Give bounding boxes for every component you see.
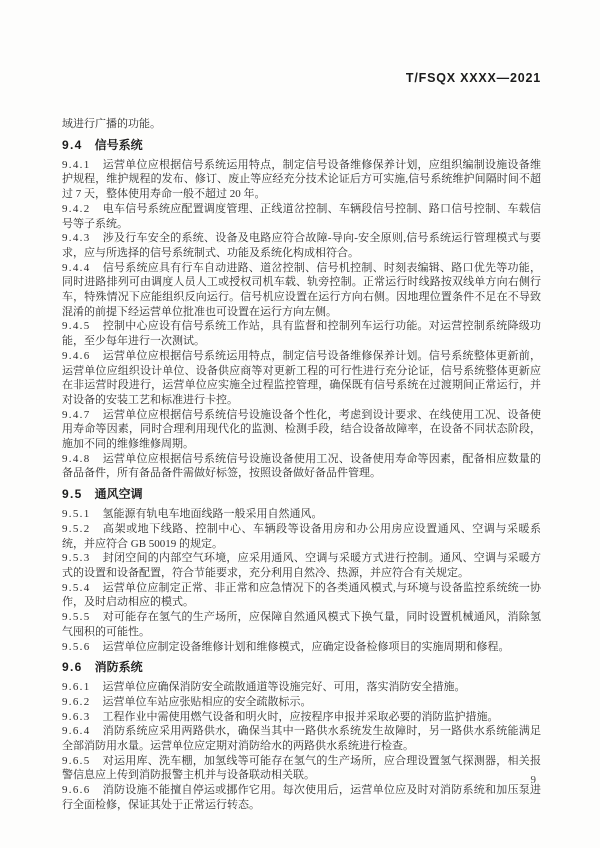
section-title: 消防系统 xyxy=(94,660,143,675)
clause-text: 运营单位应确保消防安全疏散通道等设施完好、可用，落实消防安全措施。 xyxy=(102,681,466,694)
clause-number: 9.6.6 xyxy=(62,784,91,797)
clause-number: 9.5.2 xyxy=(62,522,91,535)
section-heading xyxy=(62,487,541,502)
clause-number: 9.6.4 xyxy=(62,725,91,738)
clause-number: 9.5.4 xyxy=(62,581,91,594)
clause-text: 运营单位应制定设备维修计划和维修模式，应确定设备检修项目的实施周期和修程。 xyxy=(102,640,510,653)
clause-number: 9.6.5 xyxy=(62,754,91,767)
clause-number: 9.5.5 xyxy=(62,611,91,624)
clause-number: 9.4.6 xyxy=(62,349,91,362)
clause xyxy=(62,319,541,348)
clause-text: 运营单位应根据信号系统运用特点，制定信号设备维修保养计划。信号系统整体更新前，运营单位应组织设计单位、设备供应商等对更新工程的可行性进行充分论证，信号系统整体更新应在非运营时段进行，运营单位应实施全过程监控管理，确保既有信号系统在过渡期间正常运行，并对设备的安装工艺和标准进行卡控。 xyxy=(62,349,541,406)
clause-number: 9.5.1 xyxy=(62,508,91,521)
page-number: 9 xyxy=(530,774,536,786)
clause xyxy=(62,507,541,522)
clause-text: 高架或地下线路、控制中心、车辆段等设备用房和办公用房应设置通风、空调与采暖系统，并应符合 GB 50019 的规定。 xyxy=(62,522,541,550)
clause-text: 运营单位车站应张贴相应的安全疏散标示。 xyxy=(102,695,312,708)
section-number: 9.6 xyxy=(62,660,83,675)
clause xyxy=(62,202,541,231)
clause xyxy=(62,261,541,320)
clause-text: 消防系统应采用两路供水，确保当其中一路供水系统发生故障时，另一路供水系统能满足全部消防用水量。运营单位应定期对消防给水的两路供水系统进行检查。 xyxy=(62,725,541,753)
section-title: 通风空调 xyxy=(94,487,143,502)
clause xyxy=(62,522,541,551)
clause-text: 运营单位应根据信号系统信号设施设备个性化，考虑到设计要求、在线使用工况、设备使用寿命等因素，同时合理利用现代化的监测、检测手段，结合设备故障率，在设备不同状态阶段，施加不同的维修维修周期。 xyxy=(62,408,541,451)
clause xyxy=(62,158,541,202)
clause xyxy=(62,724,541,753)
clause-list xyxy=(62,158,541,481)
clause-number: 9.4.1 xyxy=(62,158,91,171)
clause-text: 运营单位应根据信号系统运用特点，制定信号设备维修保养计划，应组织编制设施设备维护规程，维护规程的发布、修订、废止等应经充分技术论证后方可实施,信号系统维护间隔时间不超过 7 天，整体使用寿命一般不超过 20 年。 xyxy=(62,158,541,201)
document-body xyxy=(62,117,541,813)
clause-list xyxy=(62,507,541,654)
clause-number: 9.4.3 xyxy=(62,232,91,245)
standard-number: T/FSQX XXXX—2021 xyxy=(405,71,541,85)
document-section xyxy=(62,660,541,812)
clause xyxy=(62,783,541,812)
clause-list xyxy=(62,680,541,812)
section-number: 9.4 xyxy=(62,137,83,152)
clause-number: 9.6.2 xyxy=(62,695,91,708)
clause-text: 消防设施不能擅自停运或挪作它用。每次使用后，运营单位应及时对消防系统和加压泵进行全面检修，保证其处于正常运行转态。 xyxy=(62,784,541,811)
clause xyxy=(62,581,541,610)
clause-text: 氢能源有轨电车地面线路一般采用自然通风。 xyxy=(102,508,323,521)
paragraph-continuation: 域进行广播的功能。 xyxy=(62,118,161,130)
clause-text: 控制中心应设有信号系统工作站，具有监督和控制列车运行功能。对运营控制系统降级功能，至少每年进行一次测试。 xyxy=(62,320,541,348)
section-heading xyxy=(62,138,541,153)
clause xyxy=(62,695,541,710)
clause-number: 9.6.1 xyxy=(62,681,91,694)
clause-number: 9.4.4 xyxy=(62,261,91,274)
clause xyxy=(62,408,541,452)
clause xyxy=(62,610,541,639)
clause-text: 封闭空间的内部空气环境，应采用通风、空调与采暖方式进行控制。通风、空调与采暖方式的设置和设备配置，符合节能要求，充分利用自然冷、热源，并应符合有关规定。 xyxy=(62,552,541,579)
clause-text: 信号系统应具有行车自动进路、道岔控制、信号机控制、时刻表编辑、路口优先等功能，同时进路排列可由调度人员人工或授权司机车载、轨旁控制。正常运行时线路按双线单方向右侧行车，特殊情况下应能组织反向运行。信号机应设置在运行方向右侧。因地理位置条件不足在不导致混淆的前提下经运营单位批准也可设置在运行方向左侧。 xyxy=(62,261,541,318)
clause xyxy=(62,231,541,260)
document-section xyxy=(62,487,541,654)
clause xyxy=(62,754,541,783)
section-heading xyxy=(62,660,541,675)
section-number: 9.5 xyxy=(62,487,83,502)
document-section xyxy=(62,138,541,481)
clause-number: 9.4.2 xyxy=(62,202,91,215)
clause-number: 9.4.7 xyxy=(62,408,91,421)
clause-number: 9.4.5 xyxy=(62,320,91,333)
clause xyxy=(62,710,541,725)
clause xyxy=(62,349,541,408)
clause xyxy=(62,680,541,695)
clause-text: 电车信号系统应配置调度管理、正线道岔控制、车辆段信号控制、路口信号控制、车载信号等子系统。 xyxy=(62,202,541,230)
section-title: 信号系统 xyxy=(94,137,143,152)
clause-text: 运营单位应根据信号系统信号设施设备使用工况、设备使用寿命等因素，配备相应数量的备品备件，所有备品备件需做好标签，按照设备做好备品件管理。 xyxy=(62,452,541,480)
clause-text: 涉及行车安全的系统、设备及电路应符合故障-导向-安全原则,信号系统运行管理模式与要求，应与所选择的信号系统制式、功能及系统化构成相符合。 xyxy=(62,232,541,259)
clause-text: 对可能存在氢气的生产场所，应保障自然通风模式下换气量，同时设置机械通风，消除氢气囤积的可能性。 xyxy=(62,611,541,638)
clause-text: 运营单位应制定正常、非正常和应急情况下的各类通风模式,与环境与设备监控系统统一协作，及时启动相应的模式。 xyxy=(62,581,541,609)
clause-text: 工程作业中需使用燃气设备和明火时，应按程序申报并采取必要的消防监护措施。 xyxy=(102,710,499,723)
clause-number: 9.5.6 xyxy=(62,640,91,653)
clause-number: 9.4.8 xyxy=(62,452,91,465)
clause-number: 9.5.3 xyxy=(62,552,91,565)
clause-number: 9.6.3 xyxy=(62,710,91,723)
sections-container xyxy=(62,138,541,813)
clause xyxy=(62,551,541,580)
clause xyxy=(62,452,541,481)
clause-text: 对运用库、洗车棚，加氢线等可能存在氢气的生产场所，应合理设置氢气探测器，相关报警信息应上传到消防报警主机并与设备联动相关联。 xyxy=(62,754,541,782)
clause xyxy=(62,640,541,655)
